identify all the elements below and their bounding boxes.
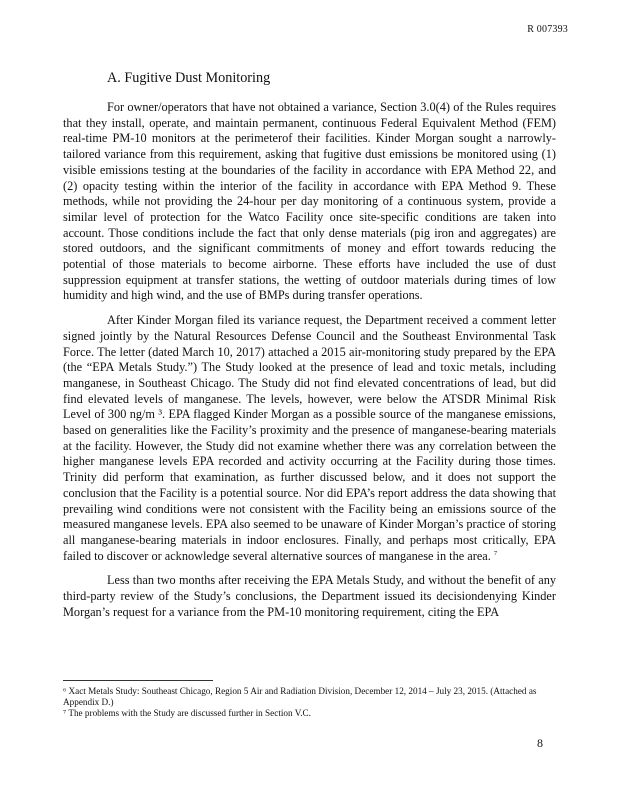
footnote-ref: 7	[493, 549, 498, 557]
paragraph-department-decision: Less than two months after receiving the EPA Metals Study, and without the benefit of any third-party review of the Study’s conclusions, the Department issued its decisiondenying Kinder Morgan’s request for a variance from the PM-10 monitoring requirement, citing the EPA	[63, 573, 556, 619]
paragraph-variance: For owner/operators that have not obtained a variance, Section 3.0(4) of the Rules requires that they install, operate, and maintain permanent, continuous Federal Equivalent Method (FEM) real-time PM-10 monitors at the perimeterof their facilities. Kinder Morgan sought a narrowly-tailored variance from this requirement, asking that fugitive dust emissions be monitored using (1) visible emissions testing at the boundaries of the facility in accordance with EPA Method 22, and (2) opacity testing within the interior of the facility in accordance with EPA Method 9. These methods, while not providing the 24-hour per day monitoring of a continuous system, provide a similar level of protection for the Watco Facility once site-specific conditions are taken into account. Those conditions include the fact that only dense materials (pig iron and aggregates) are stored outdoors, and the significant commitments of money and effort towards reducing the potential of those materials to become airborne. These efforts have included the use of dust suppression equipment at transfer stations, the wetting of outdoor materials during times of low humidity and high wind, and the use of BMPs during transfer operations.	[63, 100, 556, 303]
section-heading: A. Fugitive Dust Monitoring	[107, 70, 271, 86]
paragraph-text: After Kinder Morgan filed its variance request, the Department received a comment letter signed jointly by the Natural Resources Defense Council and the Southeast Environmental Task Force. The letter (dated March 10, 2017) attached a 2015 air-monitoring study prepared by the EPA (the “EPA Metals Study.”) The Study looked at the presence of lead and toxic metals, including manganese, in Southeast Chicago. The Study did not find elevated concentrations of lead, but did find elevated levels of manganese. The levels, however, were below the ATSDR Minimal Risk Level of 300 ng/m ³. EPA flagged Kinder Morgan as a possible source of the manganese emissions, based on generalities like the Facility’s proximity and the presence of manganese-bearing materials at the facility. However, the Study did not examine whether there was any correlation between the higher manganese levels EPA recorded and activity occurring at the Facility during those times. Trinity did perform that examination, as further discussed below, and it does not support the conclusion that the Facility is a potential source. Nor did EPA’s report address the data showing that prevailing wind conditions were not consistent with the Facility being an emissions source of the measured manganese levels. EPA also seemed to be unaware of Kinder Morgan’s practice of storing all manganese-bearing materials in indoor enclosures. Finally, and perhaps most critically, EPA failed to discover or acknowledge several alternative sources of manganese in the area.	[63, 313, 556, 563]
body-text	[63, 100, 556, 630]
footnote-7: ⁷ The problems with the Study are discussed further in Section V.C.	[63, 708, 311, 718]
footnote-6: ⁶ Xact Metals Study: Southeast Chicago, Region 5 Air and Radiation Division, December 12, 2014 – July 23, 2015. (Attached as Appendix D.)	[63, 686, 537, 707]
footnote-divider	[63, 680, 213, 681]
page-number: 8	[537, 736, 543, 750]
bates-number: R 007393	[527, 24, 568, 35]
footnotes	[63, 686, 556, 719]
paragraph-epa-metals-study	[63, 313, 556, 564]
